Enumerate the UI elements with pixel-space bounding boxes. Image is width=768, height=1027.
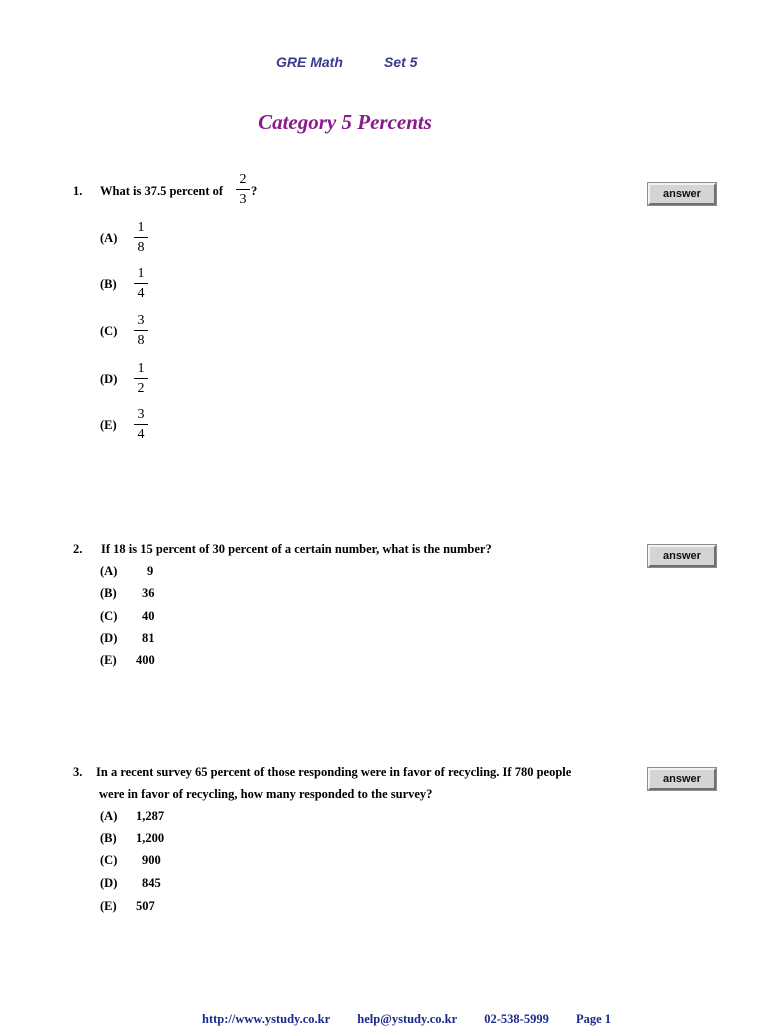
question-text-line2: were in favor of recycling, how many responded to the survey?	[99, 787, 433, 801]
choice-value: 81	[142, 631, 155, 645]
choice-letter: (A)	[100, 564, 118, 578]
page-header	[0, 54, 768, 72]
choice-letter: (D)	[100, 876, 118, 890]
footer-phone: 02-538-5999	[484, 1012, 549, 1026]
choice-letter: (E)	[100, 418, 117, 432]
question-fraction: 2 3	[236, 172, 250, 207]
choice-letter: (A)	[100, 809, 118, 823]
footer-email-link[interactable]: help@ystudy.co.kr	[357, 1012, 458, 1026]
answer-button[interactable]: answer	[648, 545, 716, 567]
choice-value: 9	[147, 564, 154, 578]
choice-letter: (B)	[100, 277, 117, 291]
choice-fraction: 3 8	[134, 313, 148, 348]
page-title: Category 5 Percents	[258, 110, 432, 134]
choice-value: 845	[142, 876, 161, 890]
choice-value: 1,287	[136, 809, 165, 823]
choice-letter: (A)	[100, 231, 118, 245]
question-text: If 18 is 15 percent of 30 percent of a certain number, what is the number?	[101, 542, 492, 556]
answer-button[interactable]: answer	[648, 768, 716, 790]
header-subject: GRE Math	[276, 54, 343, 70]
footer-url-link[interactable]: http://www.ystudy.co.kr	[202, 1012, 331, 1026]
choice-value: 40	[142, 609, 155, 623]
choice-fraction: 3 4	[134, 407, 148, 442]
question-number: 3.	[73, 765, 83, 779]
choice-fraction: 1 8	[134, 220, 148, 255]
choice-value: 507	[136, 899, 155, 913]
page-footer	[202, 1012, 635, 1027]
answer-button[interactable]: answer	[648, 183, 716, 205]
question-text: What is 37.5 percent of	[100, 184, 224, 198]
choice-letter: (E)	[100, 899, 117, 913]
question-mark: ?	[251, 184, 258, 198]
question-number: 2.	[73, 542, 83, 556]
choice-value: 1,200	[136, 831, 165, 845]
choice-letter: (C)	[100, 324, 118, 338]
choice-letter: (B)	[100, 586, 117, 600]
choice-letter: (E)	[100, 653, 117, 667]
choice-letter: (D)	[100, 372, 118, 386]
header-set: Set 5	[384, 54, 418, 70]
choice-fraction: 1 4	[134, 266, 148, 301]
question-number: 1.	[73, 184, 83, 198]
choice-fraction: 1 2	[134, 361, 148, 396]
footer-page-number: Page 1	[575, 1012, 612, 1026]
choice-letter: (C)	[100, 609, 118, 623]
choice-value: 900	[142, 853, 161, 867]
question-text-line1: In a recent survey 65 percent of those responding were in favor of recycling. If 780 people	[96, 765, 572, 779]
choice-letter: (C)	[100, 853, 118, 867]
choice-value: 36	[142, 586, 155, 600]
choice-value: 400	[136, 653, 155, 667]
choice-letter: (B)	[100, 831, 117, 845]
choice-letter: (D)	[100, 631, 118, 645]
